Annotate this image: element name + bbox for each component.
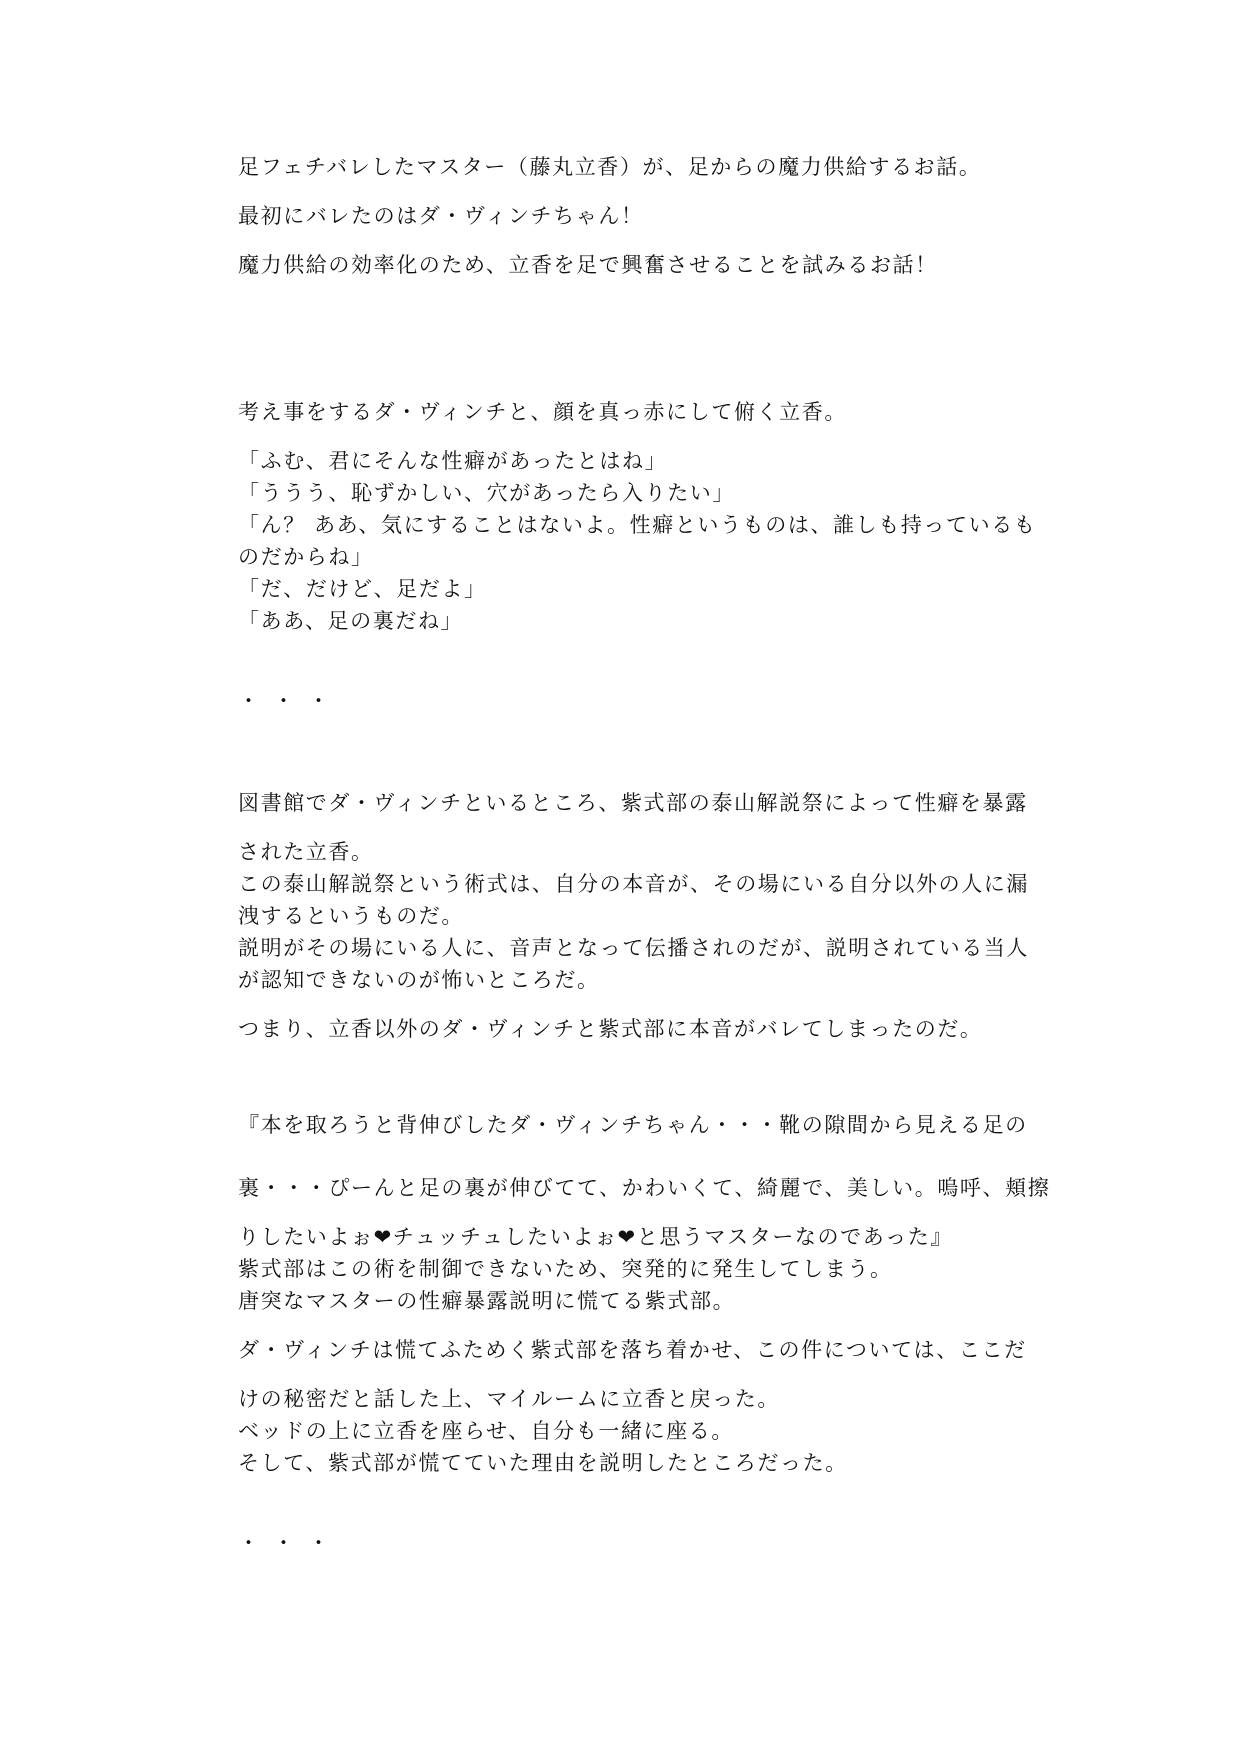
scene3-line-2: 裏・・・ぴーんと足の裏が伸びてて、かわいくて、綺麗で、美しい。嗚呼、頬擦 xyxy=(238,1176,1051,1200)
scene1-narration: 考え事をするダ・ヴィンチと、顔を真っ赤にして俯く立香。 xyxy=(238,400,847,424)
scene3-line-3: りしたいよぉ❤チュッチュしたいよぉ❤と思うマスターなのであった』 xyxy=(238,1225,953,1249)
scene3-line-8: ベッドの上に立香を座らせ、自分も一緒に座る。 xyxy=(238,1419,734,1443)
scene3-line-5: 唐突なマスターの性癖暴露説明に慌てる紫式部。 xyxy=(238,1289,736,1313)
scene3-line-7: けの秘密だと話した上、マイルームに立香と戻った。 xyxy=(238,1387,780,1411)
intro-line-3: 魔力供給の効率化のため、立香を足で興奮させることを試みるお話！ xyxy=(238,253,938,277)
scene2-line-6: が認知できないのが怖いところだ。 xyxy=(238,968,600,992)
scene3-line-6: ダ・ヴィンチは慌てふためく紫式部を落ち着かせ、この件については、ここだ xyxy=(238,1338,1027,1362)
dialogue-line-4: のだからね」 xyxy=(238,545,374,569)
dialogue-line-5: 「だ、だけど、足だよ」 xyxy=(238,577,487,601)
scene2-line-3: この泰山解説祭という術式は、自分の本音が、その場にいる自分以外の人に漏 xyxy=(238,872,1029,896)
intro-line-1: 足フェチバレしたマスター（藤丸立香）が、足からの魔力供給するお話。 xyxy=(238,155,982,179)
scene3-line-9: そして、紫式部が慌てていた理由を説明したところだった。 xyxy=(238,1451,848,1475)
scene2-line-1: 図書館でダ・ヴィンチといるところ、紫式部の泰山解説祭によって性癖を暴露 xyxy=(238,791,1028,815)
scene2-line-7: つまり、立香以外のダ・ヴィンチと紫式部に本音がバレてしまったのだ。 xyxy=(238,1017,983,1041)
scene-separator-2: ・・・ xyxy=(238,1531,343,1555)
intro-line-2: 最初にバレたのはダ・ヴィンチちゃん！ xyxy=(238,204,644,228)
scene3-line-4: 紫式部はこの術を制御できないため、突発的に発生してしまう。 xyxy=(238,1257,893,1281)
scene-separator-1: ・・・ xyxy=(238,689,343,713)
scene3-line-1: 『本を取ろうと背伸びしたダ・ヴィンチちゃん・・・靴の隙間から見える足の xyxy=(238,1113,1028,1137)
scene2-line-2: された立香。 xyxy=(238,840,374,864)
scene2-line-4: 洩するというものだ。 xyxy=(238,904,464,928)
dialogue-line-6: 「ああ、足の裏だね」 xyxy=(238,609,464,633)
dialogue-line-3: 「ん？ ああ、気にすることはないよ。性癖というものは、誰しも持っているも xyxy=(238,513,1037,537)
scene2-line-5: 説明がその場にいる人に、音声となって伝播されのだが、説明されている当人 xyxy=(238,936,1029,960)
dialogue-line-2: 「ううう、恥ずかしい、穴があったら入りたい」 xyxy=(238,481,735,505)
dialogue-line-1: 「ふむ、君にそんな性癖があったとはね」 xyxy=(238,449,668,473)
